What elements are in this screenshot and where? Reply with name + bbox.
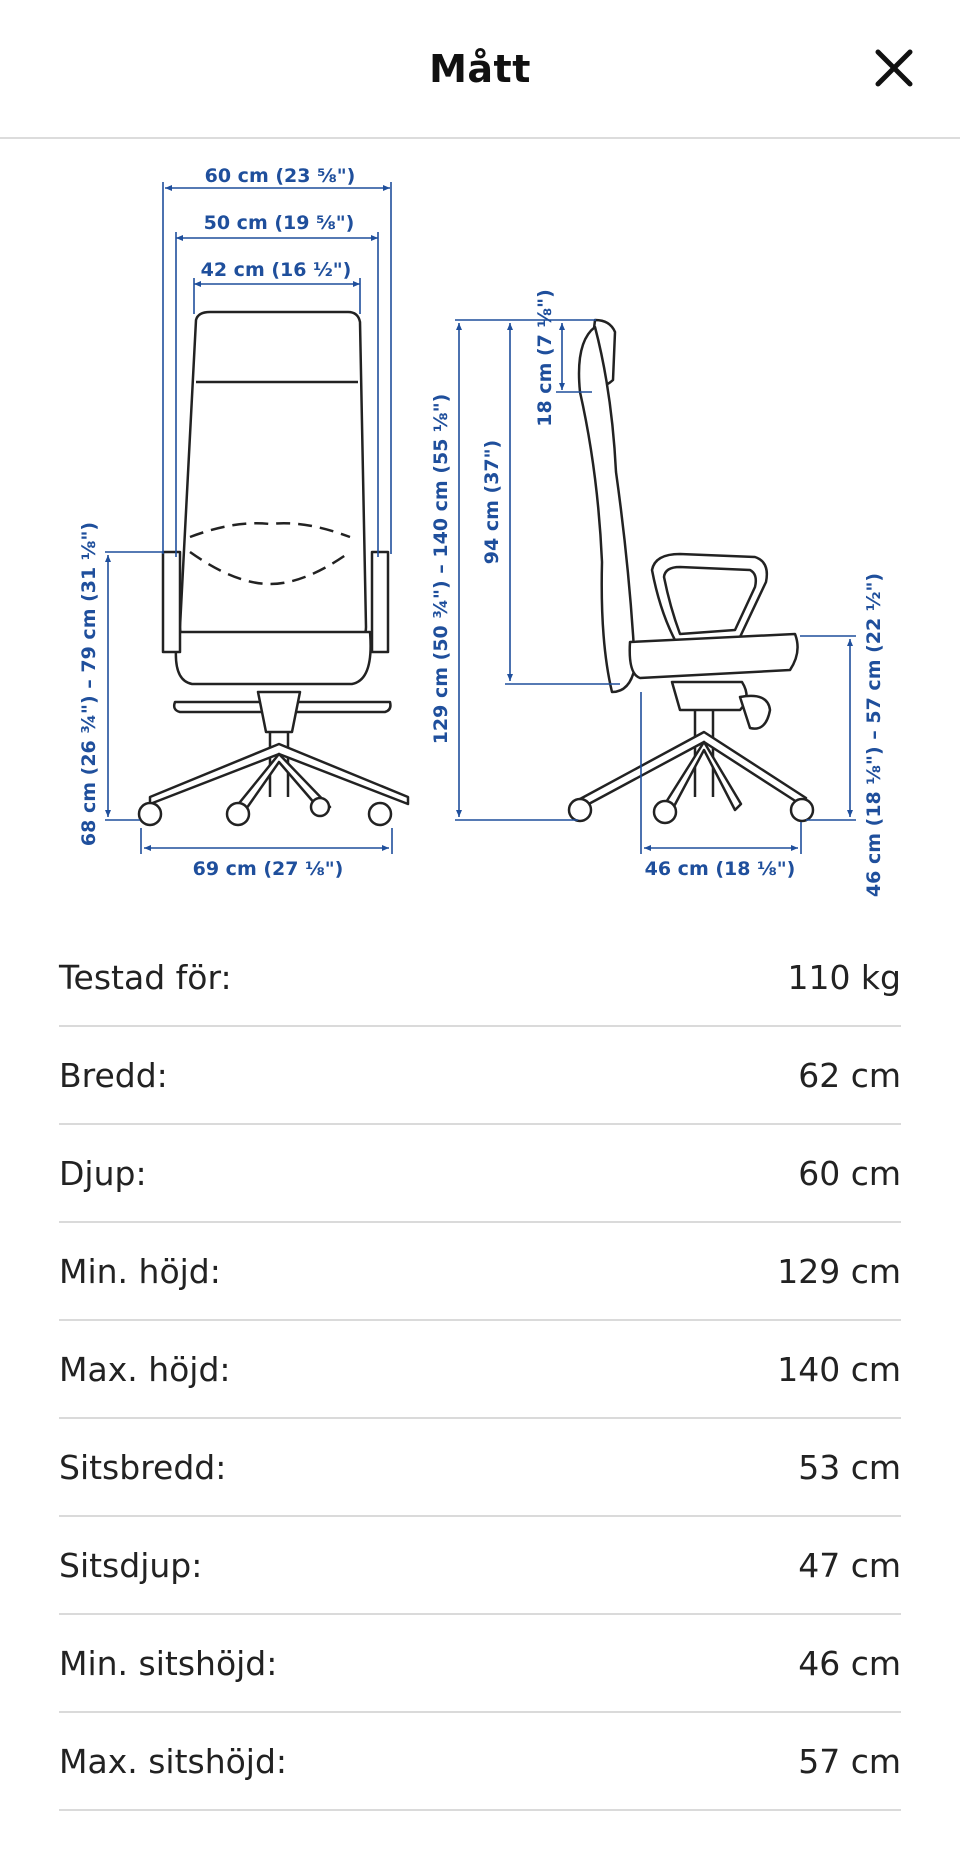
spec-label: Bredd: — [59, 1055, 168, 1095]
close-icon[interactable] — [872, 46, 916, 90]
spec-value: 47 cm — [798, 1545, 901, 1585]
modal-header — [0, 0, 960, 139]
page-title: Mått — [429, 46, 531, 91]
spec-value: 53 cm — [798, 1447, 901, 1487]
front-chair-illustration — [139, 312, 408, 825]
spec-label: Min. höjd: — [59, 1251, 221, 1291]
spec-row — [59, 1713, 901, 1811]
spec-row — [59, 929, 901, 1027]
spec-label: Min. sitshöjd: — [59, 1643, 278, 1683]
spec-label: Max. höjd: — [59, 1349, 231, 1389]
dim-seat-height: 46 cm (18 ⅛") – 57 cm (22 ½") — [863, 572, 885, 898]
spec-value: 46 cm — [798, 1643, 901, 1683]
spec-label: Testad för: — [59, 957, 232, 997]
dim-front-overall-width: 60 cm (23 ⅝") — [204, 165, 356, 187]
dim-back-height: 94 cm (37") — [481, 439, 503, 565]
spec-value: 57 cm — [798, 1741, 901, 1781]
side-chair-illustration — [569, 320, 813, 823]
dim-total-height: 129 cm (50 ¾") – 140 cm (55 ⅛") — [430, 393, 452, 745]
spec-row — [59, 1125, 901, 1223]
spec-label: Max. sitshöjd: — [59, 1741, 288, 1781]
spec-label: Sitsdjup: — [59, 1545, 203, 1585]
dimension-diagram — [0, 139, 960, 929]
spec-value: 129 cm — [777, 1251, 901, 1291]
spec-value: 62 cm — [798, 1055, 901, 1095]
spec-row — [59, 1419, 901, 1517]
spec-value: 140 cm — [777, 1349, 901, 1389]
spec-row — [59, 1321, 901, 1419]
dim-base-width: 69 cm (27 ⅛") — [192, 858, 344, 880]
spec-row — [59, 1517, 901, 1615]
dim-front-back-outer-width: 50 cm (19 ⅝") — [203, 212, 355, 234]
spec-row — [59, 1615, 901, 1713]
specs-list — [0, 929, 960, 1811]
spec-label: Sitsbredd: — [59, 1447, 227, 1487]
dim-front-back-inner-width: 42 cm (16 ½") — [200, 259, 352, 281]
spec-value: 110 kg — [787, 957, 901, 997]
spec-value: 60 cm — [798, 1153, 901, 1193]
dim-armrest-height: 68 cm (26 ¾") – 79 cm (31 ⅛") — [78, 521, 100, 847]
spec-row — [59, 1027, 901, 1125]
spec-label: Djup: — [59, 1153, 147, 1193]
dim-headrest-height: 18 cm (7 ⅛") — [534, 289, 556, 427]
dim-seat-depth: 46 cm (18 ⅛") — [644, 858, 796, 880]
spec-row — [59, 1223, 901, 1321]
